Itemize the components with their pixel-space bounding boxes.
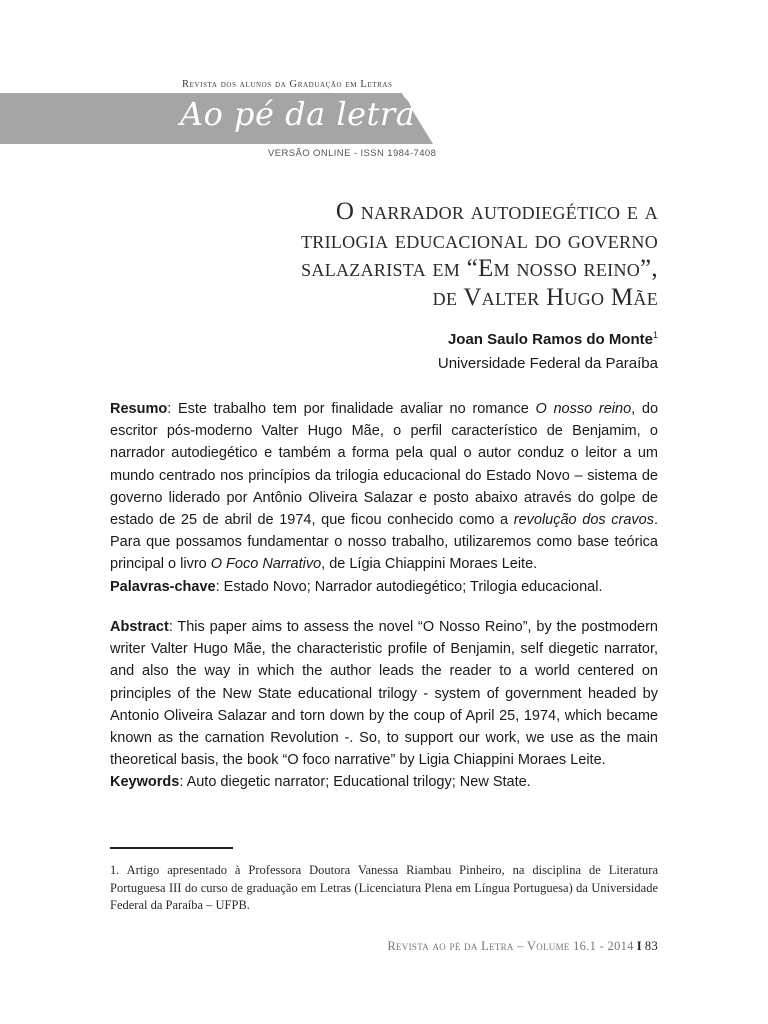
resumo-paragraph [110, 398, 658, 598]
article-title [138, 198, 658, 312]
keywords-text: : Auto diegetic narrator; Educational trilogy; New State. [179, 774, 531, 791]
keywords-label: Keywords [110, 774, 180, 791]
journal-subtitle: Revista dos alunos da Graduação em Letras [182, 79, 393, 90]
abstract-label: Abstract [110, 619, 169, 635]
issn-label: VERSÃO ONLINE - ISSN 1984-7408 [268, 148, 437, 159]
page-number: 83 [644, 939, 658, 953]
resumo-italic-3: O Foco Narrativo [210, 556, 322, 573]
title-line-2: trilogia educacional do governo [300, 226, 658, 254]
author-name-text: Joan Saulo Ramos do Monte [447, 331, 653, 348]
resumo-italic-2: revolução dos cravos [513, 512, 654, 529]
title-line-4: de Valter Hugo Mãe [432, 283, 658, 311]
abstract-text: : This paper aims to assess the novel “O Nosso Reino”, by the postmodern writer Valter Hugo Mãe, the characteristic profile of Benjamin, self diegetic narrator, and also the way in which the author leads the reader to a world centered on principles of the New State educational trilogy - system of government headed by Antonio Oliveira Salazar and torn down by the coup of April 25, 1974, which became known as the carnation Revolution -. So, to support our work, we use as the main theoretical basis, the book “O foco narrative” by Ligia Chiappini Moraes Leite. [110, 619, 658, 769]
abstract-paragraph [110, 616, 658, 794]
footnote-rule [110, 847, 233, 849]
running-footer [387, 939, 658, 954]
resumo-italic-1: O nosso reino [535, 401, 632, 417]
resumo-label: Resumo [110, 401, 168, 417]
resumo-text-4: , de Lígia Chiappini Moraes Leite. [321, 556, 538, 573]
running-title: Revista ao pé da Letra – Volume 16.1 - 2014 [387, 939, 634, 953]
resumo-text-1: : Este trabalho tem por finalidade avaliar no romance [167, 401, 536, 417]
palavras-chave-text: : Estado Novo; Narrador autodiegético; Trilogia educacional. [215, 578, 603, 595]
resumo-text-2: , do escritor pós-moderno Valter Hugo Mãe, o perfil característico de Benjamim, o narrador autodiegético e também a forma pela qual o autor conduz o leitor a um mundo centrado nos princípios da trilogia educacional do Estado Novo – sistema de governo liderado por Antônio Oliveira Salazar e posto abaixo através do golpe de estado de 25 de abril de 1974, que ficou conhecido como a [110, 401, 659, 529]
footer-separator: I [636, 939, 642, 953]
resumo-text-3: . Para que possamos fundamentar o nosso trabalho, utilizaremos como base teórica principal o livro [110, 512, 658, 573]
author-affiliation: Universidade Federal da Paraíba [437, 355, 658, 372]
title-line-3: salazarista em “Em nosso reino”, [301, 255, 658, 282]
footnote: 1. Artigo apresentado à Professora Doutora Vanessa Riambau Pinheiro, na disciplina de Literatura Portuguesa III do curso de graduação em Letras (Licenciatura Plena em Língua Portuguesa) da Universidade Federal da Paraíba – UFPB. [110, 863, 658, 912]
author-footnote-marker: 1 [652, 330, 658, 340]
title-line-1: O narrador autodiegético e a [335, 198, 658, 225]
palavras-chave-label: Palavras-chave [110, 578, 216, 595]
author-name [448, 330, 658, 348]
journal-logo: Ao pé da letra [180, 95, 416, 133]
